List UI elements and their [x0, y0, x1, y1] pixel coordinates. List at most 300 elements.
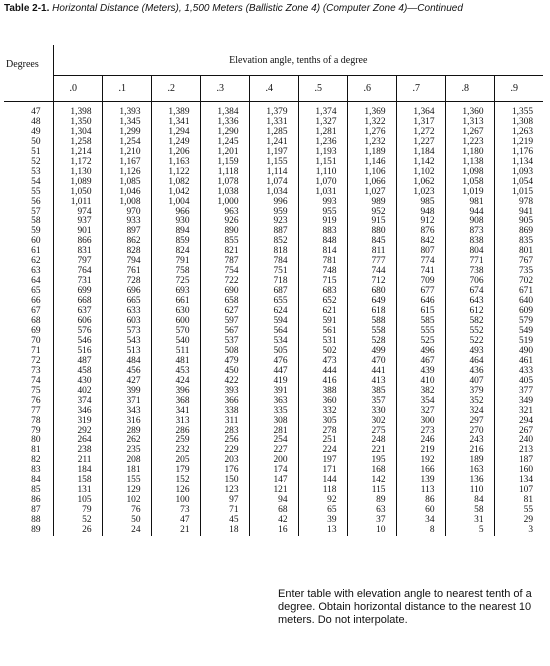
distance-cell: 797 — [53, 257, 102, 267]
degree-cell: 71 — [31, 345, 41, 356]
distance-cell: 396 — [151, 387, 200, 397]
distance-cell: 646 — [396, 297, 445, 307]
distance-cell: 92 — [298, 496, 347, 506]
distance-cell: 948 — [396, 208, 445, 218]
distance-cell: 1,000 — [200, 198, 249, 208]
distance-cell: 430 — [53, 377, 102, 387]
distance-cell: 246 — [396, 436, 445, 446]
distance-cell: 155 — [102, 476, 151, 486]
distance-cell: 192 — [396, 456, 445, 466]
table-title: Horizontal Distance (Meters), 1,500 Meters (Ballistic Zone 4) (Computer Zone 4)—Continued — [52, 3, 463, 14]
distance-cell: 171 — [298, 466, 347, 476]
elevation-angle-header: Elevation angle, tenths of a degree — [53, 45, 543, 76]
distance-cell: 862 — [102, 237, 151, 247]
distance-cell: 464 — [445, 357, 494, 367]
distance-cell: 513 — [102, 347, 151, 357]
distance-cell: 543 — [102, 337, 151, 347]
distance-cell: 722 — [200, 277, 249, 287]
distance-cell: 1,227 — [396, 138, 445, 148]
distance-cell: 525 — [396, 337, 445, 347]
degree-cell: 52 — [31, 156, 41, 167]
distance-cell: 665 — [102, 297, 151, 307]
distance-cell: 959 — [249, 208, 298, 218]
distance-cell: 674 — [445, 287, 494, 297]
distance-cell: 1,254 — [102, 138, 151, 148]
distance-cell: 86 — [396, 496, 445, 506]
distance-cell: 1,122 — [151, 168, 200, 178]
distance-cell: 163 — [445, 466, 494, 476]
distance-cell: 588 — [347, 317, 396, 327]
distance-cell: 134 — [494, 476, 543, 486]
distance-cell: 73 — [151, 506, 200, 516]
distance-cell: 1,236 — [298, 138, 347, 148]
distance-cell: 1,398 — [53, 102, 102, 118]
degree-cell: 49 — [31, 126, 41, 137]
degree-cell: 48 — [31, 116, 41, 127]
distance-cell: 243 — [445, 436, 494, 446]
distance-cell: 436 — [445, 367, 494, 377]
distance-cell: 405 — [494, 377, 543, 387]
distance-cell: 528 — [347, 337, 396, 347]
distance-cell: 18 — [200, 526, 249, 536]
distance-cell: 640 — [494, 297, 543, 307]
column-header-row — [4, 76, 543, 102]
distance-cell: 484 — [102, 357, 151, 367]
distance-cell: 105 — [53, 496, 102, 506]
distance-cell: 65 — [298, 506, 347, 516]
distance-cell: 102 — [102, 496, 151, 506]
distance-cell: 39 — [298, 516, 347, 526]
distance-cell: 811 — [347, 247, 396, 257]
distance-cell: 264 — [53, 436, 102, 446]
distance-cell: 388 — [298, 387, 347, 397]
distance-cell: 573 — [102, 327, 151, 337]
distance-cell: 427 — [102, 377, 151, 387]
distance-cell: 150 — [200, 476, 249, 486]
distance-cell: 422 — [200, 377, 249, 387]
distance-cell: 89 — [347, 496, 396, 506]
distance-cell: 76 — [102, 506, 151, 516]
distance-cell: 883 — [298, 227, 347, 237]
distance-cell: 481 — [151, 357, 200, 367]
distance-cell: 502 — [298, 347, 347, 357]
distance-cell: 876 — [396, 227, 445, 237]
distance-cell: 1,155 — [249, 158, 298, 168]
distance-cell: 1,299 — [102, 128, 151, 138]
degree-cell: 84 — [31, 475, 41, 486]
distance-cell: 658 — [200, 297, 249, 307]
distance-cell: 131 — [53, 486, 102, 496]
distance-cell: 311 — [200, 417, 249, 427]
distance-cell: 546 — [53, 337, 102, 347]
distance-cell: 456 — [102, 367, 151, 377]
distance-cell: 240 — [494, 436, 543, 446]
distance-cell: 37 — [347, 516, 396, 526]
distance-cell: 360 — [298, 397, 347, 407]
distance-cell: 110 — [445, 486, 494, 496]
distance-cell: 189 — [445, 456, 494, 466]
distance-cell: 690 — [200, 287, 249, 297]
distance-cell: 327 — [396, 407, 445, 417]
distance-cell: 919 — [298, 217, 347, 227]
distance-cell: 1,180 — [445, 148, 494, 158]
distance-cell: 818 — [249, 247, 298, 257]
distance-cell: 160 — [494, 466, 543, 476]
distance-cell: 416 — [298, 377, 347, 387]
distance-cell: 561 — [298, 327, 347, 337]
distance-cell: 579 — [494, 317, 543, 327]
distance-cell: 1,210 — [102, 148, 151, 158]
distance-cell: 490 — [494, 347, 543, 357]
distance-cell: 996 — [249, 198, 298, 208]
distance-cell: 248 — [347, 436, 396, 446]
distance-cell: 302 — [347, 417, 396, 427]
distance-cell: 187 — [494, 456, 543, 466]
distance-cell: 1,393 — [102, 102, 151, 118]
distance-cell: 13 — [298, 526, 347, 536]
distance-cell: 558 — [347, 327, 396, 337]
distance-cell: 845 — [347, 237, 396, 247]
distance-cell: 1,360 — [445, 102, 494, 118]
distance-cell: 1,176 — [494, 148, 543, 158]
distance-cell: 1,074 — [249, 178, 298, 188]
distance-cell: 655 — [249, 297, 298, 307]
distance-cell: 549 — [494, 327, 543, 337]
distance-cell: 123 — [200, 486, 249, 496]
distance-cell: 219 — [396, 446, 445, 456]
distance-cell: 31 — [445, 516, 494, 526]
column-header: .1 — [102, 76, 151, 102]
distance-cell: 21 — [151, 526, 200, 536]
distance-cell: 1,130 — [53, 168, 102, 178]
table-number: Table 2-1. — [4, 3, 50, 14]
distance-cell: 97 — [200, 496, 249, 506]
distance-cell: 316 — [102, 417, 151, 427]
distance-cell: 668 — [53, 297, 102, 307]
degree-cell: 51 — [31, 146, 41, 157]
distance-cell: 476 — [249, 357, 298, 367]
distance-cell: 34 — [396, 516, 445, 526]
distance-cell: 537 — [200, 337, 249, 347]
degree-cell: 66 — [31, 296, 41, 307]
distance-cell: 1,082 — [151, 178, 200, 188]
distance-cell: 880 — [347, 227, 396, 237]
distance-cell: 251 — [298, 436, 347, 446]
distance-cell: 591 — [298, 317, 347, 327]
distance-cell: 855 — [200, 237, 249, 247]
distance-cell: 1,341 — [151, 118, 200, 128]
distance-cell: 649 — [347, 297, 396, 307]
degree-cell: 86 — [31, 495, 41, 506]
distance-cell: 741 — [396, 267, 445, 277]
distance-cell: 1,050 — [53, 188, 102, 198]
distance-cell: 696 — [102, 287, 151, 297]
distance-cell: 1,193 — [298, 148, 347, 158]
distance-cell: 1,102 — [396, 168, 445, 178]
distance-cell: 10 — [347, 526, 396, 536]
distance-cell: 791 — [151, 257, 200, 267]
distance-cell: 1,058 — [445, 178, 494, 188]
distance-cell: 262 — [102, 436, 151, 446]
distance-cell: 621 — [298, 307, 347, 317]
distance-cell: 377 — [494, 387, 543, 397]
distance-cell: 300 — [396, 417, 445, 427]
distance-cell: 184 — [53, 466, 102, 476]
distance-cell: 758 — [151, 267, 200, 277]
distance-cell: 1,146 — [347, 158, 396, 168]
degree-cell: 78 — [31, 415, 41, 426]
distance-cell: 129 — [102, 486, 151, 496]
table-caption — [4, 3, 544, 14]
distance-cell: 338 — [200, 407, 249, 417]
distance-cell: 1,023 — [396, 188, 445, 198]
distance-cell: 534 — [249, 337, 298, 347]
distance-cell: 58 — [445, 506, 494, 516]
distance-cell: 47 — [151, 516, 200, 526]
distance-cell: 461 — [494, 357, 543, 367]
distance-cell: 519 — [494, 337, 543, 347]
distance-cell: 905 — [494, 217, 543, 227]
distance-cell: 570 — [151, 327, 200, 337]
distance-cell: 63 — [347, 506, 396, 516]
distance-cell: 912 — [396, 217, 445, 227]
distance-cell: 439 — [396, 367, 445, 377]
distance-cell: 926 — [200, 217, 249, 227]
distance-cell: 869 — [494, 227, 543, 237]
distance-cell: 1,163 — [151, 158, 200, 168]
distance-cell: 393 — [200, 387, 249, 397]
distance-cell: 624 — [249, 307, 298, 317]
distance-cell: 107 — [494, 486, 543, 496]
distance-cell: 354 — [396, 397, 445, 407]
distance-cell: 735 — [494, 267, 543, 277]
distance-cell: 989 — [347, 198, 396, 208]
distance-cell: 256 — [200, 436, 249, 446]
distance-cell: 379 — [445, 387, 494, 397]
degree-cell: 56 — [31, 196, 41, 207]
distance-cell: 1,015 — [494, 188, 543, 198]
distance-cell: 1,290 — [200, 128, 249, 138]
distance-cell: 866 — [53, 237, 102, 247]
distance-cell: 1,089 — [53, 178, 102, 188]
distance-cell: 205 — [151, 456, 200, 466]
degree-cell: 64 — [31, 276, 41, 287]
distance-cell: 725 — [151, 277, 200, 287]
distance-cell: 1,062 — [396, 178, 445, 188]
distance-cell: 1,066 — [347, 178, 396, 188]
distance-cell: 627 — [200, 307, 249, 317]
distance-cell: 1,093 — [494, 168, 543, 178]
distance-cell: 831 — [53, 247, 102, 257]
distance-cell: 767 — [494, 257, 543, 267]
distance-cell: 693 — [151, 287, 200, 297]
degree-cell: 85 — [31, 485, 41, 496]
degree-cell: 87 — [31, 505, 41, 516]
distance-cell: 479 — [200, 357, 249, 367]
distance-cell: 308 — [249, 417, 298, 427]
distance-cell: 50 — [102, 516, 151, 526]
distance-cell: 343 — [102, 407, 151, 417]
distance-cell: 680 — [347, 287, 396, 297]
distance-cell: 281 — [249, 427, 298, 437]
distance-cell: 1,054 — [494, 178, 543, 188]
distance-cell: 1,011 — [53, 198, 102, 208]
usage-note: Enter table with elevation angle to nearest tenth of a degree. Obtain horizontal distance to the nearest 10 meters. Do not interpolate. — [278, 588, 532, 626]
distance-cell: 944 — [445, 208, 494, 218]
distance-cell: 1,206 — [151, 148, 200, 158]
distance-cell: 1,031 — [298, 188, 347, 198]
distance-cell: 1,214 — [53, 148, 102, 158]
distance-cell: 467 — [396, 357, 445, 367]
distance-cell: 728 — [102, 277, 151, 287]
degree-cell: 67 — [31, 306, 41, 317]
distance-cell: 374 — [53, 397, 102, 407]
distance-cell: 29 — [494, 516, 543, 526]
distance-cell: 1,126 — [102, 168, 151, 178]
distance-cell: 1,308 — [494, 118, 543, 128]
distance-cell: 835 — [494, 237, 543, 247]
distance-cell: 1,285 — [249, 128, 298, 138]
distance-cell: 706 — [445, 277, 494, 287]
distance-cell: 166 — [396, 466, 445, 476]
distance-cell: 1,317 — [396, 118, 445, 128]
distance-cell: 289 — [102, 427, 151, 437]
distance-cell: 450 — [200, 367, 249, 377]
distance-cell: 1,019 — [445, 188, 494, 198]
distance-cell: 552 — [445, 327, 494, 337]
distance-cell: 712 — [347, 277, 396, 287]
degree-cell: 88 — [31, 515, 41, 526]
distance-cell: 371 — [102, 397, 151, 407]
degree-cell: 82 — [31, 455, 41, 466]
distance-cell: 385 — [347, 387, 396, 397]
distance-cell: 1,272 — [396, 128, 445, 138]
distance-cell: 126 — [151, 486, 200, 496]
distance-cell: 1,046 — [102, 188, 151, 198]
distance-cell: 511 — [151, 347, 200, 357]
distance-cell: 52 — [53, 516, 102, 526]
distance-cell: 399 — [102, 387, 151, 397]
distance-cell: 1,281 — [298, 128, 347, 138]
distance-cell: 444 — [298, 367, 347, 377]
distance-cell: 8 — [396, 526, 445, 536]
distance-cell: 915 — [347, 217, 396, 227]
degree-cell: 74 — [31, 375, 41, 386]
degree-cell: 83 — [31, 465, 41, 476]
distance-cell: 1,118 — [200, 168, 249, 178]
distance-cell: 152 — [151, 476, 200, 486]
table-row — [4, 417, 543, 427]
distance-cell: 1,245 — [200, 138, 249, 148]
distance-cell: 859 — [151, 237, 200, 247]
distance-cell: 349 — [494, 397, 543, 407]
distance-cell: 652 — [298, 297, 347, 307]
distance-cell: 321 — [494, 407, 543, 417]
distance-cell: 55 — [494, 506, 543, 516]
distance-cell: 346 — [53, 407, 102, 417]
degree-cell: 73 — [31, 365, 41, 376]
degree-cell: 59 — [31, 226, 41, 237]
distance-cell: 781 — [298, 257, 347, 267]
distance-cell: 897 — [102, 227, 151, 237]
distance-cell: 458 — [53, 367, 102, 377]
distance-cell: 208 — [102, 456, 151, 466]
distance-cell: 687 — [249, 287, 298, 297]
column-header: .6 — [347, 76, 396, 102]
distance-cell: 195 — [347, 456, 396, 466]
distance-cell: 702 — [494, 277, 543, 287]
distance-cell: 499 — [347, 347, 396, 357]
distance-cell: 1,384 — [200, 102, 249, 118]
degree-cell: 62 — [31, 256, 41, 267]
distance-cell: 937 — [53, 217, 102, 227]
distance-cell: 1,258 — [53, 138, 102, 148]
distance-cell: 777 — [347, 257, 396, 267]
distance-cell: 1,008 — [102, 198, 151, 208]
distance-cell: 335 — [249, 407, 298, 417]
distance-cell: 1,070 — [298, 178, 347, 188]
distance-cell: 643 — [445, 297, 494, 307]
distance-cell: 993 — [298, 198, 347, 208]
distance-cell: 1,027 — [347, 188, 396, 198]
distance-cell: 142 — [347, 476, 396, 486]
distance-cell: 118 — [298, 486, 347, 496]
distance-cell: 531 — [298, 337, 347, 347]
distance-cell: 1,189 — [347, 148, 396, 158]
degree-cell: 60 — [31, 236, 41, 247]
distance-cell: 407 — [445, 377, 494, 387]
distance-cell: 227 — [249, 446, 298, 456]
distance-cell: 564 — [249, 327, 298, 337]
distance-cell: 368 — [151, 397, 200, 407]
distance-cell: 738 — [445, 267, 494, 277]
distance-cell: 540 — [151, 337, 200, 347]
distance-cell: 433 — [494, 367, 543, 377]
distance-cell: 966 — [151, 208, 200, 218]
distance-cell: 852 — [249, 237, 298, 247]
distance-cell: 259 — [151, 436, 200, 446]
distance-cell: 1,159 — [200, 158, 249, 168]
distance-cell: 292 — [53, 427, 102, 437]
distance-cell: 267 — [494, 427, 543, 437]
degree-cell: 63 — [31, 266, 41, 277]
distance-cell: 1,331 — [249, 118, 298, 128]
distance-cell: 1,114 — [249, 168, 298, 178]
column-header: .7 — [396, 76, 445, 102]
distance-cell: 341 — [151, 407, 200, 417]
distance-cell: 473 — [298, 357, 347, 367]
distance-cell: 413 — [347, 377, 396, 387]
distance-cell: 1,167 — [102, 158, 151, 168]
distance-cell: 147 — [249, 476, 298, 486]
distance-cell: 144 — [298, 476, 347, 486]
distance-cell: 715 — [298, 277, 347, 287]
distance-cell: 555 — [396, 327, 445, 337]
distance-cell: 270 — [445, 427, 494, 437]
distance-cell: 764 — [53, 267, 102, 277]
distance-cell: 158 — [53, 476, 102, 486]
distance-cell: 1,327 — [298, 118, 347, 128]
distance-cell: 597 — [200, 317, 249, 327]
distance-cell: 848 — [298, 237, 347, 247]
distance-cell: 1,042 — [151, 188, 200, 198]
distance-cell: 366 — [200, 397, 249, 407]
degree-cell: 55 — [31, 186, 41, 197]
degree-cell: 75 — [31, 385, 41, 396]
distance-cell: 5 — [445, 526, 494, 536]
distance-cell: 615 — [396, 307, 445, 317]
table-row — [4, 526, 543, 536]
